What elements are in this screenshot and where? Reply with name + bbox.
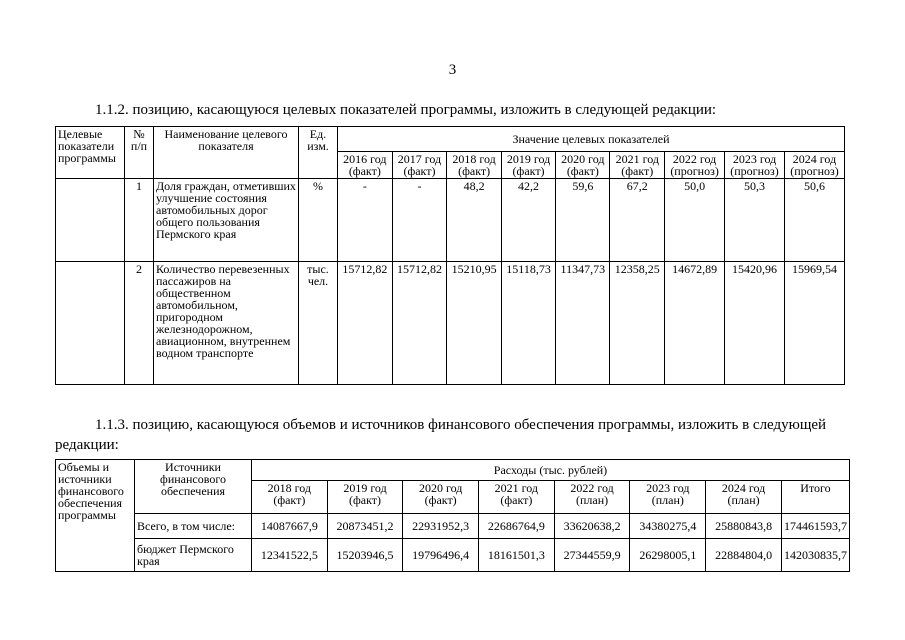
funding-source: Всего, в том числе: (135, 514, 252, 539)
unit: % (299, 179, 338, 262)
table2-year-header: 2022 год (план) (554, 481, 630, 514)
unit: тыс. чел. (299, 262, 338, 385)
table2-year-header: 2023 год (план) (630, 481, 706, 514)
amount-cell: 22686764,9 (479, 514, 555, 539)
table2-year-header: 2021 год (факт) (479, 481, 555, 514)
amount-cell: 33620638,2 (554, 514, 630, 539)
value-cell: 12358,25 (610, 262, 665, 385)
value-cell: 11347,73 (556, 262, 610, 385)
table-row (56, 262, 845, 385)
table1-header-number: № п/п (125, 127, 154, 179)
table1-year-header: 2019 год (факт) (501, 152, 555, 179)
indicator-name: Количество перевезенных пассажиров на общественном автомобильном, пригородном железнодорожном, авиационном, внутреннем водном транспорте (154, 262, 299, 385)
table1-empty-cell (56, 179, 125, 262)
table1-year-header: 2018 год (факт) (447, 152, 502, 179)
table2-year-header: 2018 год (факт) (252, 481, 328, 514)
target-indicators-table (55, 126, 845, 385)
table1-header-indicators: Целевые показатели программы (56, 127, 125, 179)
amount-cell: 22884804,0 (706, 539, 782, 572)
amount-cell: 26298005,1 (630, 539, 706, 572)
page-number: 3 (448, 62, 457, 78)
table1-year-header: 2021 год (факт) (610, 152, 665, 179)
table2-header-volumes: Объемы и источники финансового обеспечения программы (56, 460, 135, 572)
section-1-1-3-text: 1.1.3. позицию, касающуюся объемов и источников финансового обеспечения программы, изложить в следующей редакции: (55, 417, 827, 453)
row-number: 2 (125, 262, 154, 385)
table1-header-row (56, 127, 845, 152)
table1-year-header: 2022 год (прогноз) (665, 152, 725, 179)
amount-cell: 12341522,5 (252, 539, 328, 572)
table1-year-header: 2024 год (прогноз) (785, 152, 845, 179)
table2-header-expenses-group: Расходы (тыс. рублей) (252, 460, 850, 481)
section-1-1-2-text: 1.1.2. позицию, касающуюся целевых показателей программы, изложить в следующей редакции: (95, 102, 717, 118)
value-cell: 50,6 (785, 179, 845, 262)
amount-cell: 15203946,5 (327, 539, 403, 572)
row-number: 1 (125, 179, 154, 262)
value-cell: 15420,96 (725, 262, 785, 385)
value-cell: 15712,82 (392, 262, 447, 385)
table1-header-values-group: Значение целевых показателей (338, 127, 845, 152)
amount-cell: 22931952,3 (403, 514, 479, 539)
table-row (56, 539, 850, 572)
table1-year-header: 2023 год (прогноз) (725, 152, 785, 179)
table-row (56, 514, 850, 539)
amount-total: 142030835,7 (781, 539, 849, 572)
value-cell: 59,6 (556, 179, 610, 262)
amount-cell: 18161501,3 (479, 539, 555, 572)
value-cell: 15118,73 (501, 262, 555, 385)
value-cell: 50,0 (665, 179, 725, 262)
amount-total: 174461593,7 (781, 514, 849, 539)
value-cell: - (338, 179, 393, 262)
table2-header-row (56, 460, 850, 481)
table2-total-header: Итого (781, 481, 849, 514)
indicator-name: Доля граждан, отметивших улучшение состояния автомобильных дорог общего пользования Пермского края (154, 179, 299, 262)
amount-cell: 20873451,2 (327, 514, 403, 539)
table2-year-header: 2024 год (план) (706, 481, 782, 514)
financing-table (55, 459, 850, 572)
value-cell: 15712,82 (338, 262, 393, 385)
value-cell: 50,3 (725, 179, 785, 262)
table1-header-name: Наименование целевого показателя (154, 127, 299, 179)
amount-cell: 19796496,4 (403, 539, 479, 572)
table1-year-header: 2017 год (факт) (392, 152, 447, 179)
value-cell: 15969,54 (785, 262, 845, 385)
table2-year-header: 2020 год (факт) (403, 481, 479, 514)
amount-cell: 14087667,9 (252, 514, 328, 539)
value-cell: 67,2 (610, 179, 665, 262)
table1-year-header: 2020 год (факт) (556, 152, 610, 179)
table-row (56, 179, 845, 262)
value-cell: - (392, 179, 447, 262)
table1-header-unit: Ед. изм. (299, 127, 338, 179)
value-cell: 14672,89 (665, 262, 725, 385)
value-cell: 48,2 (447, 179, 502, 262)
amount-cell: 34380275,4 (630, 514, 706, 539)
value-cell: 15210,95 (447, 262, 502, 385)
table2-year-header: 2019 год (факт) (327, 481, 403, 514)
table1-empty-cell (56, 262, 125, 385)
amount-cell: 25880843,8 (706, 514, 782, 539)
funding-source: бюджет Пермского края (135, 539, 252, 572)
value-cell: 42,2 (501, 179, 555, 262)
table1-year-header: 2016 год (факт) (338, 152, 393, 179)
table2-header-sources: Источники финансового обеспечения (135, 460, 252, 514)
amount-cell: 27344559,9 (554, 539, 630, 572)
